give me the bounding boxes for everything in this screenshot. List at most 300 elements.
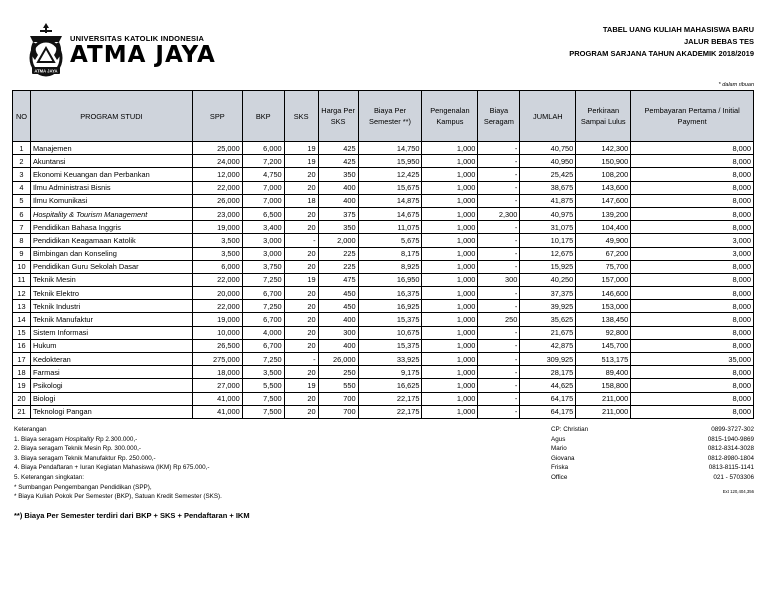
table-row <box>13 339 754 352</box>
program-name: Teknik Mesin <box>30 273 192 286</box>
contact-name: Office <box>551 473 568 481</box>
jumlah-value: 40,975 <box>520 207 576 220</box>
atma-jaya-emblem-icon <box>26 22 66 78</box>
row-number: 1 <box>13 142 31 155</box>
sks-value: 18 <box>284 194 318 207</box>
spp-value: 275,000 <box>192 353 242 366</box>
title-line-2: JALUR BEBAS TES <box>683 37 754 46</box>
row-number: 16 <box>13 339 31 352</box>
bkp-value: 7,250 <box>242 353 284 366</box>
biaya-per-semester-value: 14,875 <box>358 194 422 207</box>
row-number: 9 <box>13 247 31 260</box>
harga-per-sks-value: 475 <box>318 273 358 286</box>
col-header: BKP <box>242 91 284 142</box>
pembayaran-pertama-value: 8,000 <box>631 326 754 339</box>
bkp-value: 3,400 <box>242 221 284 234</box>
table-row <box>13 313 754 326</box>
note-5: 5. Keterangan singkatan: <box>14 473 85 481</box>
col-header: NO <box>13 91 31 142</box>
jumlah-value: 64,175 <box>520 392 576 405</box>
program-name: Psikologi <box>30 379 192 392</box>
biaya-per-semester-value: 10,675 <box>358 326 422 339</box>
spp-value: 24,000 <box>192 155 242 168</box>
biaya-seragam-value: - <box>478 300 520 313</box>
pembayaran-pertama-value: 8,000 <box>631 142 754 155</box>
table-row <box>13 234 754 247</box>
biaya-per-semester-value: 12,425 <box>358 168 422 181</box>
spp-value: 41,000 <box>192 392 242 405</box>
sks-value: 20 <box>284 405 318 418</box>
perkiraan-sampai-lulus-value: 142,300 <box>576 142 631 155</box>
jumlah-value: 42,875 <box>520 339 576 352</box>
table-row <box>13 300 754 313</box>
table-row <box>13 260 754 273</box>
row-number: 12 <box>13 287 31 300</box>
pengenalan-kampus-value: 1,000 <box>422 142 478 155</box>
sks-value: 20 <box>284 300 318 313</box>
footer-notes <box>14 425 222 502</box>
biaya-per-semester-value: 8,175 <box>358 247 422 260</box>
program-name: Teknik Industri <box>30 300 192 313</box>
sks-value: 20 <box>284 260 318 273</box>
jumlah-value: 40,950 <box>520 155 576 168</box>
sks-value: 20 <box>284 313 318 326</box>
harga-per-sks-value: 400 <box>318 313 358 326</box>
pengenalan-kampus-value: 1,000 <box>422 392 478 405</box>
spp-value: 18,000 <box>192 366 242 379</box>
table-row <box>13 326 754 339</box>
biaya-per-semester-value: 16,950 <box>358 273 422 286</box>
biaya-seragam-value: - <box>478 326 520 339</box>
pengenalan-kampus-value: 1,000 <box>422 353 478 366</box>
program-name: Pendidikan Keagamaan Katolik <box>30 234 192 247</box>
sks-value: 19 <box>284 379 318 392</box>
jumlah-value: 35,625 <box>520 313 576 326</box>
sks-value: 19 <box>284 273 318 286</box>
pengenalan-kampus-value: 1,000 <box>422 221 478 234</box>
pembayaran-pertama-value: 8,000 <box>631 273 754 286</box>
biaya-per-semester-value: 33,925 <box>358 353 422 366</box>
contact-row <box>551 463 754 473</box>
bkp-value: 5,500 <box>242 379 284 392</box>
sks-value: 20 <box>284 247 318 260</box>
col-header: Biaya Seragam <box>478 91 520 142</box>
program-name: Hospitality & Tourism Management <box>30 207 192 220</box>
table-row <box>13 247 754 260</box>
perkiraan-sampai-lulus-value: 145,700 <box>576 339 631 352</box>
biaya-seragam-value: - <box>478 221 520 234</box>
row-number: 18 <box>13 366 31 379</box>
biaya-per-semester-value: 5,675 <box>358 234 422 247</box>
pengenalan-kampus-value: 1,000 <box>422 273 478 286</box>
perkiraan-sampai-lulus-value: 211,000 <box>576 392 631 405</box>
perkiraan-sampai-lulus-value: 158,800 <box>576 379 631 392</box>
perkiraan-sampai-lulus-value: 104,400 <box>576 221 631 234</box>
row-number: 13 <box>13 300 31 313</box>
col-header: Perkiraan Sampai Lulus <box>576 91 631 142</box>
note-3: 3. Biaya seragam Teknik Manufaktur Rp. 250.000,- <box>14 454 156 462</box>
biaya-seragam-value: 300 <box>478 273 520 286</box>
perkiraan-sampai-lulus-value: 153,000 <box>576 300 631 313</box>
biaya-per-semester-value: 15,375 <box>358 339 422 352</box>
program-name: Manajemen <box>30 142 192 155</box>
pengenalan-kampus-value: 1,000 <box>422 405 478 418</box>
bkp-value: 7,250 <box>242 300 284 313</box>
extension-note: Ext 120,404,356 <box>722 489 754 494</box>
perkiraan-sampai-lulus-value: 67,200 <box>576 247 631 260</box>
sks-value: 20 <box>284 326 318 339</box>
biaya-per-semester-value: 22,175 <box>358 405 422 418</box>
spp-value: 6,000 <box>192 260 242 273</box>
bkp-value: 7,500 <box>242 405 284 418</box>
university-name: UNIVERSITAS KATOLIK INDONESIA <box>70 33 205 43</box>
biaya-seragam-value: - <box>478 234 520 247</box>
row-number: 14 <box>13 313 31 326</box>
perkiraan-sampai-lulus-value: 75,700 <box>576 260 631 273</box>
row-number: 15 <box>13 326 31 339</box>
biaya-per-semester-value: 15,375 <box>358 313 422 326</box>
col-header: Pengenalan Kampus <box>422 91 478 142</box>
harga-per-sks-value: 26,000 <box>318 353 358 366</box>
jumlah-value: 25,425 <box>520 168 576 181</box>
biaya-seragam-value: - <box>478 181 520 194</box>
row-number: 4 <box>13 181 31 194</box>
keterangan-label: Keterangan <box>14 426 47 433</box>
pengenalan-kampus-value: 1,000 <box>422 207 478 220</box>
biaya-per-semester-value: 14,750 <box>358 142 422 155</box>
jumlah-value: 12,675 <box>520 247 576 260</box>
row-number: 21 <box>13 405 31 418</box>
harga-per-sks-value: 425 <box>318 142 358 155</box>
harga-per-sks-value: 350 <box>318 168 358 181</box>
pembayaran-pertama-value: 35,000 <box>631 353 754 366</box>
program-name: Akuntansi <box>30 155 192 168</box>
spp-value: 27,000 <box>192 379 242 392</box>
spp-value: 26,500 <box>192 339 242 352</box>
pembayaran-pertama-value: 8,000 <box>631 339 754 352</box>
biaya-per-semester-value: 11,075 <box>358 221 422 234</box>
perkiraan-sampai-lulus-value: 108,200 <box>576 168 631 181</box>
perkiraan-sampai-lulus-value: 138,450 <box>576 313 631 326</box>
pembayaran-pertama-value: 3,000 <box>631 234 754 247</box>
note-1-amount: Rp 2.300.000,- <box>95 435 138 443</box>
contact-row <box>551 425 754 435</box>
jumlah-value: 15,925 <box>520 260 576 273</box>
biaya-seragam-value: - <box>478 405 520 418</box>
pembayaran-pertama-value: 8,000 <box>631 366 754 379</box>
harga-per-sks-value: 400 <box>318 339 358 352</box>
program-name: Hukum <box>30 339 192 352</box>
document-title <box>569 24 754 60</box>
harga-per-sks-value: 250 <box>318 366 358 379</box>
biaya-seragam-value: - <box>478 366 520 379</box>
abbreviation-1: * Sumbangan Pengembangan Pendidikan (SPP), <box>14 483 152 491</box>
table-row <box>13 168 754 181</box>
contact-phone: 0813-8115-1141 <box>708 464 754 472</box>
row-number: 5 <box>13 194 31 207</box>
harga-per-sks-value: 225 <box>318 247 358 260</box>
sks-value: 20 <box>284 181 318 194</box>
contact-phone: 0812-8980-1804 <box>707 454 754 462</box>
unit-note: * dalam ribuan <box>718 82 754 88</box>
perkiraan-sampai-lulus-value: 89,400 <box>576 366 631 379</box>
pengenalan-kampus-value: 1,000 <box>422 300 478 313</box>
row-number: 7 <box>13 221 31 234</box>
program-name: Kedokteran <box>30 353 192 366</box>
pembayaran-pertama-value: 8,000 <box>631 287 754 300</box>
biaya-per-semester-value: 9,175 <box>358 366 422 379</box>
contact-phone: 0812-8314-3028 <box>707 445 754 453</box>
harga-per-sks-value: 550 <box>318 379 358 392</box>
pembayaran-pertama-value: 8,000 <box>631 313 754 326</box>
program-name: Biologi <box>30 392 192 405</box>
spp-value: 3,500 <box>192 247 242 260</box>
perkiraan-sampai-lulus-value: 513,175 <box>576 353 631 366</box>
pembayaran-pertama-value: 8,000 <box>631 300 754 313</box>
harga-per-sks-value: 350 <box>318 221 358 234</box>
pengenalan-kampus-value: 1,000 <box>422 181 478 194</box>
sks-value: 20 <box>284 287 318 300</box>
program-name: Pendidikan Guru Sekolah Dasar <box>30 260 192 273</box>
tuition-table <box>12 90 754 419</box>
harga-per-sks-value: 2,000 <box>318 234 358 247</box>
biaya-per-semester-value: 16,925 <box>358 300 422 313</box>
pengenalan-kampus-value: 1,000 <box>422 287 478 300</box>
contact-row <box>551 473 754 483</box>
pembayaran-pertama-value: 8,000 <box>631 405 754 418</box>
biaya-seragam-value: - <box>478 247 520 260</box>
perkiraan-sampai-lulus-value: 146,600 <box>576 287 631 300</box>
table-row <box>13 379 754 392</box>
sks-value: 20 <box>284 207 318 220</box>
note-1-prefix: 1. Biaya seragam <box>14 435 64 443</box>
emblem-text: ATMA JAYA <box>34 68 58 74</box>
program-name: Teknik Elektro <box>30 287 192 300</box>
bkp-value: 7,500 <box>242 392 284 405</box>
contact-name: Mario <box>551 445 567 453</box>
table-row <box>13 273 754 286</box>
row-number: 20 <box>13 392 31 405</box>
perkiraan-sampai-lulus-value: 143,600 <box>576 181 631 194</box>
sks-value: - <box>284 353 318 366</box>
spp-value: 20,000 <box>192 287 242 300</box>
sks-value: 20 <box>284 221 318 234</box>
col-header: Biaya Per Semester **) <box>358 91 422 142</box>
perkiraan-sampai-lulus-value: 150,900 <box>576 155 631 168</box>
biaya-per-semester-value: 15,675 <box>358 181 422 194</box>
perkiraan-sampai-lulus-value: 157,000 <box>576 273 631 286</box>
biaya-seragam-value: 2,300 <box>478 207 520 220</box>
harga-per-sks-value: 700 <box>318 405 358 418</box>
perkiraan-sampai-lulus-value: 139,200 <box>576 207 631 220</box>
table-row <box>13 366 754 379</box>
contact-row <box>551 444 754 454</box>
pembayaran-pertama-value: 8,000 <box>631 207 754 220</box>
abbreviation-2: * Biaya Kuliah Pokok Per Semester (BKP), Satuan Kredit Semester (SKS). <box>14 493 222 501</box>
note-4: 4. Biaya Pendaftaran + Iuran Kegiatan Mahasiswa (IKM) Rp 675.000,- <box>14 464 210 472</box>
bkp-value: 6,700 <box>242 313 284 326</box>
jumlah-value: 31,075 <box>520 221 576 234</box>
contact-phone: 021 - 5703306 <box>713 473 754 481</box>
pengenalan-kampus-value: 1,000 <box>422 194 478 207</box>
jumlah-value: 64,175 <box>520 405 576 418</box>
university-logo <box>26 22 216 78</box>
pembayaran-pertama-value: 8,000 <box>631 168 754 181</box>
jumlah-value: 44,625 <box>520 379 576 392</box>
table-row <box>13 287 754 300</box>
pembayaran-pertama-value: 8,000 <box>631 379 754 392</box>
biaya-seragam-value: - <box>478 142 520 155</box>
title-line-3: PROGRAM SARJANA TAHUN AKADEMIK 2018/2019 <box>569 49 754 58</box>
spp-value: 12,000 <box>192 168 242 181</box>
jumlah-value: 28,175 <box>520 366 576 379</box>
pembayaran-pertama-value: 8,000 <box>631 181 754 194</box>
pengenalan-kampus-value: 1,000 <box>422 155 478 168</box>
note-1-hospitality: Hospitality <box>64 435 94 443</box>
jumlah-value: 37,375 <box>520 287 576 300</box>
bkp-value: 6,700 <box>242 287 284 300</box>
program-name: Teknik Manufaktur <box>30 313 192 326</box>
jumlah-value: 41,875 <box>520 194 576 207</box>
brand-name: ATMA JAYA <box>70 41 216 68</box>
pembayaran-pertama-value: 3,000 <box>631 247 754 260</box>
program-name: Bimbingan dan Konseling <box>30 247 192 260</box>
table-row <box>13 142 754 155</box>
biaya-seragam-value: 250 <box>478 313 520 326</box>
contact-row <box>551 454 754 464</box>
contact-name: CP: Christian <box>551 426 589 433</box>
col-header: PROGRAM STUDI <box>30 91 192 142</box>
row-number: 8 <box>13 234 31 247</box>
harga-per-sks-value: 450 <box>318 287 358 300</box>
note-1 <box>14 435 222 445</box>
spp-value: 22,000 <box>192 181 242 194</box>
biaya-seragam-value: - <box>478 155 520 168</box>
harga-per-sks-value: 700 <box>318 392 358 405</box>
perkiraan-sampai-lulus-value: 211,000 <box>576 405 631 418</box>
pembayaran-pertama-value: 8,000 <box>631 221 754 234</box>
table-row <box>13 181 754 194</box>
pengenalan-kampus-value: 1,000 <box>422 234 478 247</box>
bkp-value: 3,750 <box>242 260 284 273</box>
biaya-seragam-value: - <box>478 287 520 300</box>
row-number: 19 <box>13 379 31 392</box>
title-line-1: TABEL UANG KULIAH MAHASISWA BARU <box>602 25 754 34</box>
sks-value: - <box>284 234 318 247</box>
program-name: Teknologi Pangan <box>30 405 192 418</box>
bkp-value: 7,000 <box>242 181 284 194</box>
bold-footnote: **) Biaya Per Semester terdiri dari BKP + SKS + Pendaftaran + IKM <box>14 511 250 520</box>
row-number: 10 <box>13 260 31 273</box>
harga-per-sks-value: 425 <box>318 155 358 168</box>
pengenalan-kampus-value: 1,000 <box>422 247 478 260</box>
jumlah-value: 40,250 <box>520 273 576 286</box>
pengenalan-kampus-value: 1,000 <box>422 366 478 379</box>
biaya-seragam-value: - <box>478 260 520 273</box>
biaya-seragam-value: - <box>478 194 520 207</box>
col-header: JUMLAH <box>520 91 576 142</box>
program-name: Ekonomi Keuangan dan Perbankan <box>30 168 192 181</box>
jumlah-value: 40,750 <box>520 142 576 155</box>
table-row <box>13 207 754 220</box>
row-number: 6 <box>13 207 31 220</box>
contact-phone: 0899-3727-302 <box>711 426 754 433</box>
row-number: 11 <box>13 273 31 286</box>
row-number: 3 <box>13 168 31 181</box>
pengenalan-kampus-value: 1,000 <box>422 339 478 352</box>
harga-per-sks-value: 400 <box>318 181 358 194</box>
contact-name: Giovana <box>551 454 575 462</box>
table-row <box>13 405 754 418</box>
perkiraan-sampai-lulus-value: 147,600 <box>576 194 631 207</box>
harga-per-sks-value: 450 <box>318 300 358 313</box>
sks-value: 20 <box>284 339 318 352</box>
table-row <box>13 221 754 234</box>
biaya-per-semester-value: 8,925 <box>358 260 422 273</box>
bkp-value: 6,000 <box>242 142 284 155</box>
pengenalan-kampus-value: 1,000 <box>422 260 478 273</box>
note-2: 2. Biaya seragam Teknik Mesin Rp. 300.000,- <box>14 445 141 453</box>
col-header: Pembayaran Pertama / Initial Payment <box>631 91 754 142</box>
pengenalan-kampus-value: 1,000 <box>422 379 478 392</box>
bkp-value: 7,250 <box>242 273 284 286</box>
program-name: Sistem Informasi <box>30 326 192 339</box>
table-row <box>13 392 754 405</box>
sks-value: 20 <box>284 366 318 379</box>
contact-row <box>551 435 754 445</box>
table-header-row <box>13 91 754 142</box>
biaya-per-semester-value: 16,625 <box>358 379 422 392</box>
col-header: SKS <box>284 91 318 142</box>
pembayaran-pertama-value: 8,000 <box>631 392 754 405</box>
pembayaran-pertama-value: 8,000 <box>631 194 754 207</box>
row-number: 2 <box>13 155 31 168</box>
spp-value: 26,000 <box>192 194 242 207</box>
table-row <box>13 194 754 207</box>
spp-value: 3,500 <box>192 234 242 247</box>
pembayaran-pertama-value: 8,000 <box>631 260 754 273</box>
harga-per-sks-value: 400 <box>318 194 358 207</box>
jumlah-value: 10,175 <box>520 234 576 247</box>
biaya-seragam-value: - <box>478 379 520 392</box>
col-header: SPP <box>192 91 242 142</box>
bkp-value: 6,700 <box>242 339 284 352</box>
bkp-value: 7,000 <box>242 194 284 207</box>
row-number: 17 <box>13 353 31 366</box>
jumlah-value: 39,925 <box>520 300 576 313</box>
biaya-seragam-value: - <box>478 392 520 405</box>
pembayaran-pertama-value: 8,000 <box>631 155 754 168</box>
sks-value: 20 <box>284 392 318 405</box>
spp-value: 23,000 <box>192 207 242 220</box>
bkp-value: 6,500 <box>242 207 284 220</box>
table-row <box>13 155 754 168</box>
sks-value: 20 <box>284 168 318 181</box>
biaya-per-semester-value: 22,175 <box>358 392 422 405</box>
bkp-value: 4,000 <box>242 326 284 339</box>
biaya-per-semester-value: 15,950 <box>358 155 422 168</box>
spp-value: 41,000 <box>192 405 242 418</box>
contact-name: Agus <box>551 435 566 443</box>
spp-value: 10,000 <box>192 326 242 339</box>
biaya-per-semester-value: 14,675 <box>358 207 422 220</box>
biaya-seragam-value: - <box>478 353 520 366</box>
col-header: Harga Per SKS <box>318 91 358 142</box>
perkiraan-sampai-lulus-value: 49,900 <box>576 234 631 247</box>
biaya-seragam-value: - <box>478 339 520 352</box>
pengenalan-kampus-value: 1,000 <box>422 313 478 326</box>
program-name: Farmasi <box>30 366 192 379</box>
